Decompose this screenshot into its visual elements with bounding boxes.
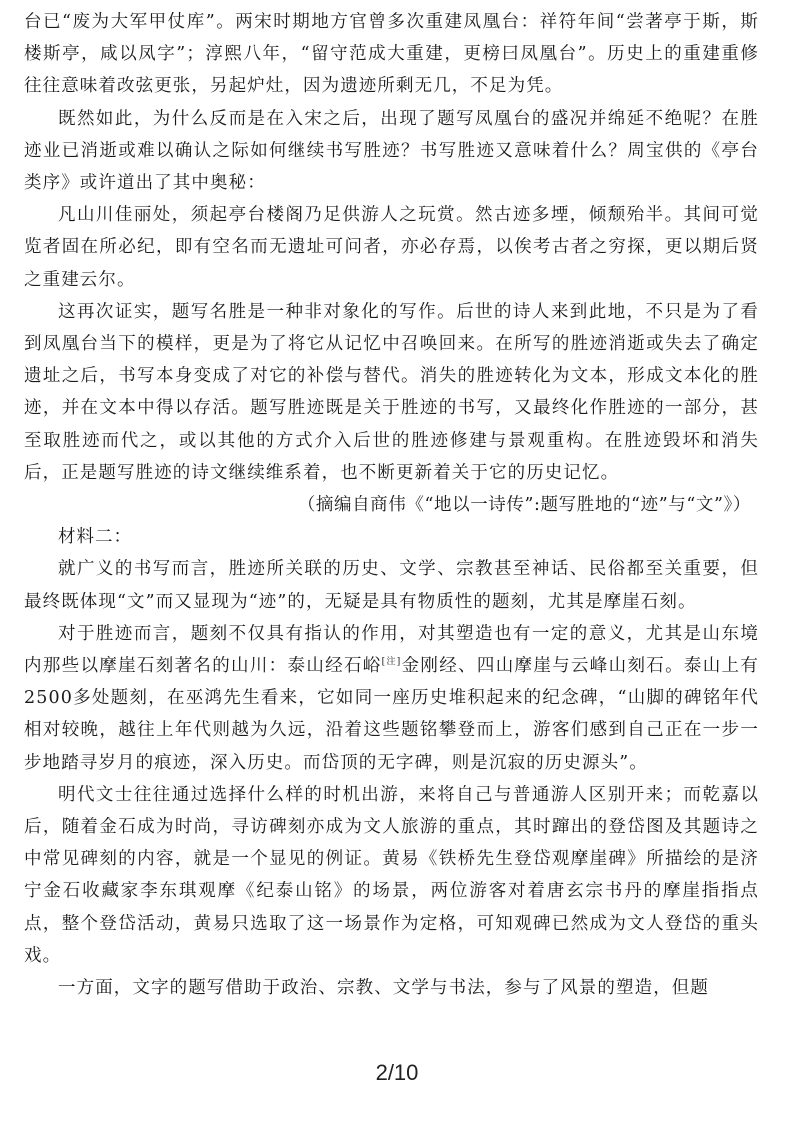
paragraph-taishan [24,618,759,779]
paragraph-truncated: 一方面，文字的题写借助于政治、宗教、文学与书法，参与了风景的塑造，但题 [58,978,709,999]
paragraph-taishan-part2: 金刚经、四山摩崖与云峰山刻石。泰山上有2500多处题刻，在巫鸿先生看来，它如同一座历史堆积起来的纪念碑，“山脚的碑铭年代相对较晚，越往上年代则越为久远，沿着这些题铭攀登而上，游客们感到自己正在一步一步地踏寻岁月的痕迹，深入历史。而岱顶的无字碑，则是沉寂的历史源头”。 [24,656,759,773]
source-citation: （摘编自商伟《“地以一诗传”:题写胜地的“迹”与“文”》） [297,495,751,516]
paragraph-ming-scholars: 明代文士往往通过选择什么样的时机出游，来将自己与普通游人区别开来；而乾嘉以后，随着金石成为时尚，寻访碑刻亦成为文人旅游的重点，其时蹿出的登岱图及其题诗之中常见碑刻的内容，就是一个显见的例证。黄易《铁桥先生登岱观摩崖碑》所描绘的是济宁金石收藏家李东琪观摩《纪泰山铭》的场景，两位游客对着唐玄宗书丹的摩崖指指点点，整个登岱活动，黄易只选取了这一场景作为定格，可知观碑已然成为文人登岱的重头戏。 [24,784,759,966]
paragraph-taishan-part1: 对于胜迹而言，题刻不仅具有指认的作用，对其塑造也有一定的意义，尤其是山东境内那些以摩崖石刻著名的山川：泰山经石峪 [24,623,759,677]
paragraph-continuation: 台已“废为大军甲仗库”。两宋时期地方官曾多次重建凤凰台：祥符年间“尝著亭于斯，斯楼斯亭，咸以凤字”；淳熙八年，“留守范成大重建，更榜曰凤凰台”。历史上的重建重修往往意味着改弦更张，另起炉灶，因为遗迹所剩无几，不足为凭。 [24,12,759,97]
paragraph-analysis: 这再次证实，题写名胜是一种非对象化的写作。后世的诗人来到此地，不只是为了看到凤凰台当下的模样，更是为了将它从记忆中召唤回来。在所写的胜迹消逝或失去了确定遗址之后，书写本身变成了对它的补偿与替代。消失的胜迹转化为文本，形成文本化的胜迹，并在文本中得以存活。题写胜迹既是关于胜迹的书写，又最终化作胜迹的一部分，甚至取胜迹而代之，或以其他的方式介入后世的胜迹修建与景观重构。在胜迹毁坏和消失后，正是题写胜迹的诗文继续维系着，也不断更新着关于它的历史记忆。 [24,301,759,483]
paragraph-inscription: 就广义的书写而言，胜迹所关联的历史、文学、宗教甚至神话、民俗都至关重要，但最终既体现“文”而又显现为“迹”的，无疑是具有物质性的题刻，尤其是摩崖石刻。 [24,559,759,612]
paragraph-question: 既然如此，为什么反而是在入宋之后，出现了题写凤凰台的盛况并绵延不绝呢？在胜迹业已消逝或难以确认之际如何继续书写胜迹？书写胜迹又意味着什么？周宝供的《亭台类序》或许道出了其中奥秘： [24,108,759,194]
body-text [24,6,759,1004]
paragraph-quote-preface: 凡山川佳丽处，须起亭台楼阁乃足供游人之玩赏。然古迹多堙，倾颓殆半。其间可觉览者固在所必纪，即有空名而无遗址可问者，亦必存焉，以俟考古者之穷探，更以期后贤之重建云尔。 [24,205,759,290]
footnote-marker: [注] [381,657,402,668]
material-two-heading: 材料二： [58,527,132,548]
page-number: 2/10 [375,1060,419,1085]
